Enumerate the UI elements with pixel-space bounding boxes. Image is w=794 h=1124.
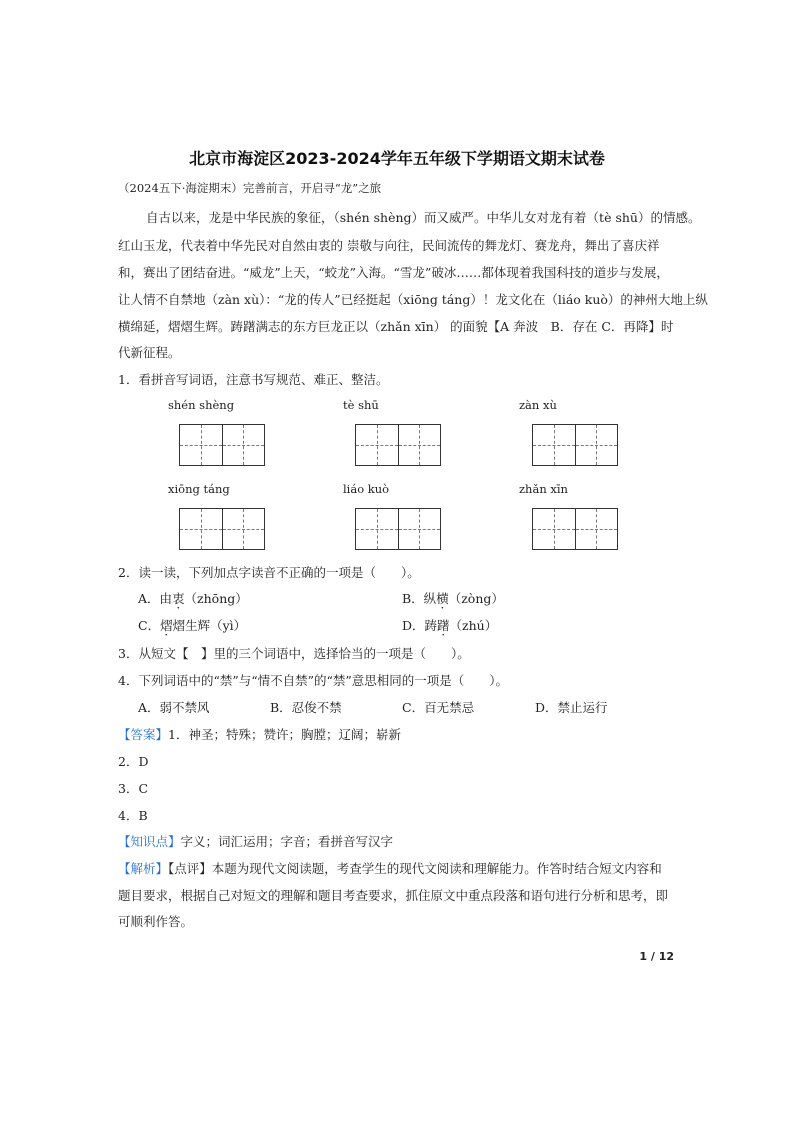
passage-line-4: 让人情不自禁地（zàn xù）：“龙的传人”已经挺起（xiōng táng）！龙文化在（liáo kuò）的神州大地上纵 [118, 292, 708, 307]
answer-line-3: 3．C [118, 781, 149, 796]
passage-line-6: 代新征程。 [118, 345, 181, 360]
pinyin-label: zàn xù [519, 398, 557, 412]
analysis-line-2: 题目要求，根据自己对短文的理解和题目考查要求，抓住原文中重点段落和语句进行分析和思考，即 [118, 888, 669, 903]
analysis-line-3: 可顺利作答。 [118, 914, 194, 929]
option-4d: D．禁止运行 [535, 700, 608, 715]
answer-line-2: 2．D [118, 754, 149, 769]
document-title: 北京市海淀区2023-2024学年五年级下学期语文期末试卷 [189, 149, 605, 168]
pinyin-label: liáo kuò [343, 482, 390, 496]
knowledge-tag: 【知识点】 [118, 834, 181, 849]
option-4a: A．弱不禁风 [138, 700, 210, 715]
option-2a: A．由衷（zhōng） [138, 591, 248, 606]
option-2d: D．踌躇（zhú） [402, 618, 498, 633]
writing-grid[interactable] [179, 508, 265, 550]
knowledge-point: 【知识点】字义；词汇运用；字音；看拼音写汉字 [118, 834, 394, 849]
writing-grid[interactable] [355, 424, 441, 466]
option-4b: B．忍俊不禁 [270, 700, 342, 715]
question-1: 1．看拼音写词语，注意书写规范、难正、整洁。 [118, 372, 389, 387]
writing-grid[interactable] [532, 424, 618, 466]
option-4c: C．百无禁忌 [402, 700, 475, 715]
option-2c: C．熠熠生辉（yì） [138, 618, 247, 633]
writing-grid[interactable] [532, 508, 618, 550]
answer-line-1: 【答案】1．神圣；特殊；赞许；胸膛；辽阔；崭新 [118, 727, 401, 742]
pinyin-label: tè shū [343, 398, 379, 412]
passage-line-3: 和，赛出了团结奋进。“威龙”上天，“蛟龙”入海。“雪龙”破冰……都体现着我国科技的道步与发展， [118, 265, 669, 280]
pinyin-label: xiōng táng [168, 482, 230, 496]
question-2: 2．读一读，下列加点字读音不正确的一项是（ ）。 [118, 565, 420, 580]
analysis-line-1: 【解析】【点评】本题为现代文阅读题，考查学生的现代文阅读和理解能力。作答时结合短文内容和 [118, 861, 662, 876]
question-source: （2024五下·海淀期末）完善前言，开启寻“龙”之旅 [118, 181, 382, 195]
page-number: 1 / 12 [639, 950, 674, 963]
answer-line-4: 4．B [118, 808, 148, 823]
passage-line-1: 自古以来，龙是中华民族的象征，（shén shèng）而又威严。中华儿女对龙有着（tè shū）的情感。 [146, 210, 701, 225]
writing-grid[interactable] [355, 508, 441, 550]
pinyin-label: zhǎn xīn [519, 482, 568, 496]
question-4: 4．下列词语中的“禁”与“情不自禁”的“禁”意思相同的一项是（ ）。 [118, 673, 509, 688]
writing-grid[interactable] [179, 424, 265, 466]
passage-line-2: 红山玉龙，代表着中华先民对自然由衷的 崇敬与向往，民间流传的舞龙灯、赛龙舟，舞出了喜庆祥 [118, 238, 660, 253]
answer-tag: 【答案】 [118, 727, 169, 742]
passage-line-5: 横绵延，熠熠生辉。踌躇满志的东方巨龙正以（zhǎn xīn） 的面貌【A 奔波 B．存在 C．再降】时 [118, 319, 674, 334]
analysis-tag: 【解析】 [118, 861, 169, 876]
pinyin-label: shén shèng [168, 398, 235, 412]
option-2b: B．纵横（zòng） [402, 591, 504, 606]
question-3: 3．从短文【 】里的三个词语中，选择恰当的一项是（ ）。 [118, 646, 470, 661]
